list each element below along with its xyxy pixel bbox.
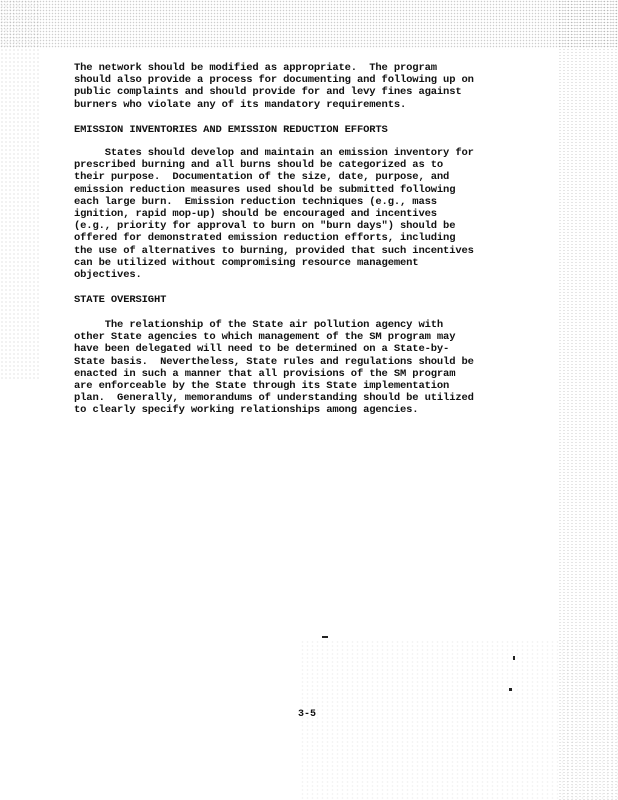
scan-noise-left [0, 0, 40, 380]
scan-noise-top [0, 0, 618, 48]
scan-noise-right [558, 0, 618, 800]
paragraph-emission-inventories: States should develop and maintain an emission inventory for prescribed burning and all burns should be categorized as to their purpose. Documentation of the size, date, purpose, and emission reduction measures used should be submitted following each large burn. Emission reduction techniques (e.g., mass ignition, rapid mop-up) should be encouraged and incentives (e.g., priority for approval to burn on "burn days") should be offered for demonstrated emission reduction efforts, including the use of alternatives to burning, provided that such incentives can be utilized without compromising resource management objectives. [74, 147, 474, 282]
scan-artifact-mark [509, 688, 512, 691]
scan-artifact-mark [322, 636, 328, 638]
paragraph-network: The network should be modified as appropriate. The program should also provide a process for documenting and following up on public complaints and should provide for and levy fines against burners who violate any of its mandatory requirements. [74, 62, 474, 111]
section-heading-state-oversight: STATE OVERSIGHT [74, 294, 167, 306]
page-number: 3-5 [298, 709, 317, 720]
scan-artifact-mark [513, 656, 515, 660]
section-heading-emission-inventories: EMISSION INVENTORIES AND EMISSION REDUCTION EFFORTS [74, 124, 388, 136]
scan-noise-bottom [300, 640, 618, 800]
paragraph-state-oversight: The relationship of the State air pollution agency with other State agencies to which management of the SM program may have been delegated will need to be determined on a State-by- State basis. Nevertheless, State rules and regulations should be enacted in such a manner that all provisions of the SM program are enforceable by the State through its State implementation plan. Generally, memorandums of understanding should be utilized to clearly specify working relationships among agencies. [74, 319, 474, 417]
